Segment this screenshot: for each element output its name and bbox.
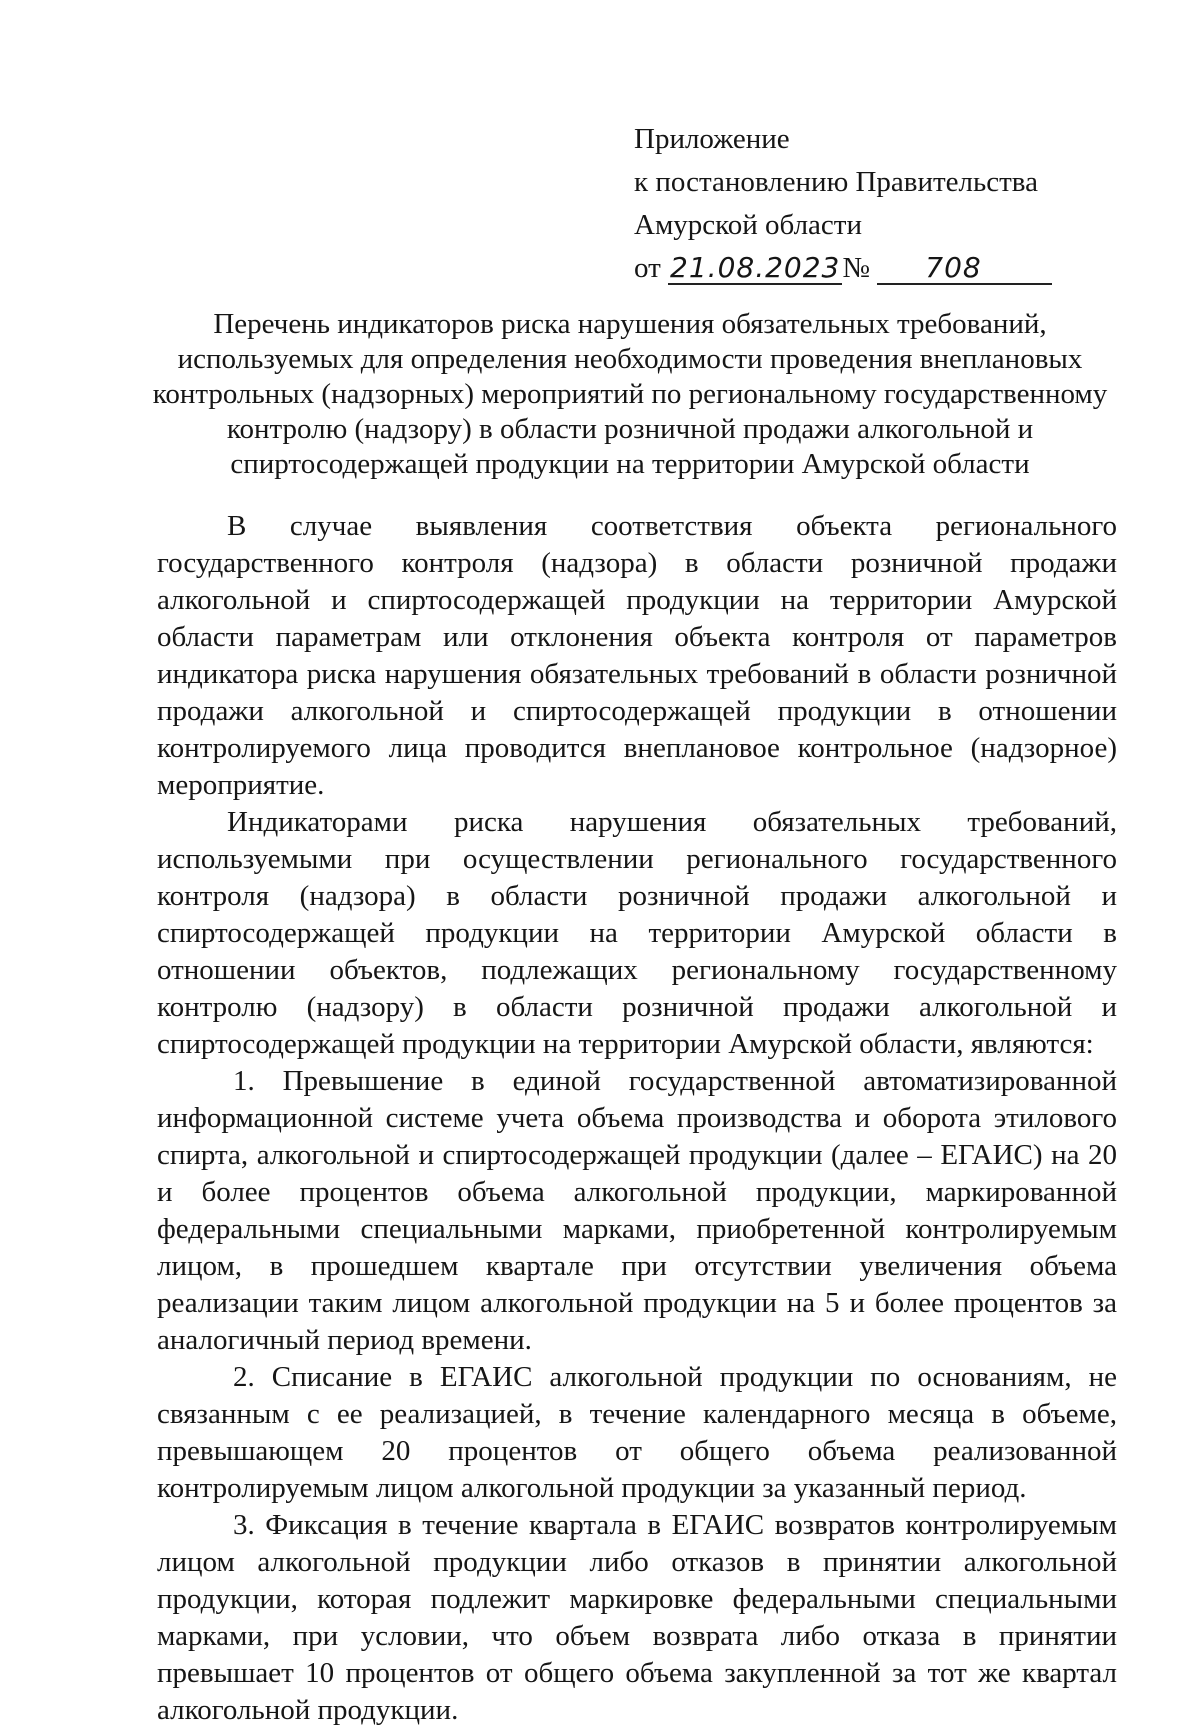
appendix-block xyxy=(634,118,1064,290)
appendix-resolution-line: к постановлению Правительства xyxy=(634,166,1038,198)
handwritten-number: 708 xyxy=(877,253,1052,285)
paragraph-intro: В случае выявления соответствия объекта регионального государственного контроля (надзора) в области розничной продажи алкогольной и спиртосодержащей продукции на территории Амурской области параметрам или отклонения объекта контроля от параметров индикатора риска нарушения обязательных требований в области розничной продажи алкогольной и спиртосодержащей продукции в отношении контролируемого лица проводится внеплановое контрольное (надзорное) мероприятие. xyxy=(157,510,1117,801)
appendix-date-line xyxy=(634,247,1064,290)
date-prefix: от xyxy=(634,252,661,284)
handwritten-date: 21.08.2023 xyxy=(670,251,841,284)
title-line: контролю (надзору) в области розничной продажи алкогольной и xyxy=(226,413,1034,445)
document-title xyxy=(150,307,1110,482)
indicator-item-1: 1. Превышение в единой государственной автоматизированной информационной системе учета объема производства и оборота этилового спирта, алкогольной и спиртосодержащей продукции (далее – ЕГАИС) на 20 и более процентов объема алкогольной продукции, маркированной федеральными специальными марками, приобретенной контролируемым лицом, в прошедшем квартале при отсутствии увеличения объема реализации таким лицом алкогольной продукции на 5 и более процентов за аналогичный период времени. xyxy=(157,1065,1117,1356)
paragraph-indicators: Индикаторами риска нарушения обязательных требований, используемыми при осуществлении регионального государственного контроля (надзора) в области розничной продажи алкогольной и спиртосодержащей продукции на территории Амурской области в отношении объектов, подлежащих региональному государственному контролю (надзору) в области розничной продажи алкогольной и спиртосодержащей продукции на территории Амурской области, являются: xyxy=(157,806,1117,1060)
title-line: Перечень индикаторов риска нарушения обязательных требований, xyxy=(213,308,1047,340)
title-line: спиртосодержащей продукции на территории Амурской области xyxy=(230,448,1030,480)
title-line: контрольных (надзорных) мероприятий по региональному государственному xyxy=(152,378,1108,410)
indicator-item-3: 3. Фиксация в течение квартала в ЕГАИС возвратов контролируемым лицом алкогольной продукции либо отказов в принятии алкогольной продукции, которая подлежит маркировке федеральными специальными марками, при условии, что объем возврата либо отказа в принятии превышает 10 процентов от общего объема закупленной за тот же квартал алкогольной продукции. xyxy=(157,1509,1117,1726)
document-body xyxy=(157,508,1117,1729)
appendix-region-line: Амурской области xyxy=(634,209,862,241)
indicator-item-2: 2. Списание в ЕГАИС алкогольной продукции по основаниям, не связанным с ее реализацией, в течение календарного месяца в объеме, превышающем 20 процентов от общего объема реализованной контролируемым лицом алкогольной продукции за указанный период. xyxy=(157,1361,1117,1504)
number-sign: № xyxy=(842,252,871,284)
appendix-label: Приложение xyxy=(634,123,790,155)
title-line: используемых для определения необходимости проведения внеплановых xyxy=(177,343,1083,375)
